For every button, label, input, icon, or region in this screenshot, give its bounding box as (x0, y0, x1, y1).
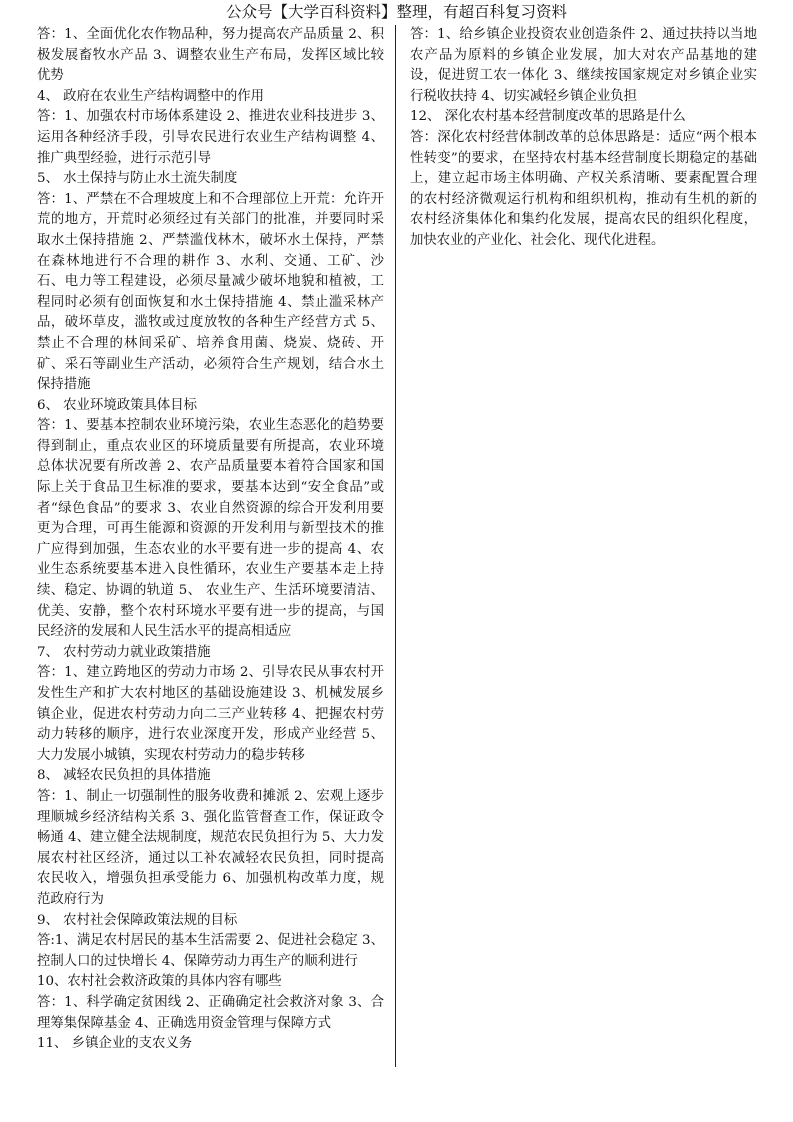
left-column (37, 25, 384, 1055)
question-heading: 9、 农村社会保障政策法规的目标 (37, 912, 238, 928)
answer-text: 答：1、制止一切强制性的服务收费和摊派 2、宏观上逐步理顺城乡经济结构关系 3、强化监管督查工作，保证政令畅通 4、建立健全法规制度，规范农民负担行为 5、大力发展农村社区经济，通过以工补农减轻农民负担，同时提高农民收入，增强负担承受能力 6、加强机构改革力度，规范政府行为 (37, 788, 384, 907)
answer-text: 答：1、全面优化农作物品种，努力提高农产品质量 2、积极发展畜牧水产品 3、调整农业生产布局，发挥区域比较优势 (37, 27, 384, 84)
answer-text: 答：深化农村经营体制改革的总体思路是：适应“两个根本性转变”的要求，在坚持农村基本经营制度长期稳定的基础上，建立起市场主体明确、产权关系清晰、要素配置合理的农村经济微观运行机构和组织机构，推动有生机的新的农村经济集体化和集约化发展，提高农民的组织化程度，加快农业的产业化、社会化、现代化进程。 (410, 129, 757, 248)
question-heading: 4、 政府在农业生产结构调整中的作用 (37, 88, 265, 104)
qa-section-4 (37, 87, 384, 169)
answer-text: 答：1、给乡镇企业投资农业创造条件 2、通过扶持以当地农产品为原料的乡镇企业发展，加大对农产品基地的建设，促进贸工农一体化 3、继续按国家规定对乡镇企业实行税收扶持 4、切实减轻乡镇企业负担 (410, 27, 757, 104)
answer-text: 答：1、科学确定贫困线 2、正确确定社会救济对象 3、合理筹集保障基金 4、正确选用资金管理与保障方式 (37, 994, 384, 1031)
question-heading: 5、 水土保持与防止水土流失制度 (37, 171, 238, 187)
qa-section-11 (37, 1034, 384, 1055)
answer-text: 答：1、严禁在不合理坡度上和不合理部位上开荒：允许开荒的地方，开荒时必须经过有关部门的批准，并要同时采取水土保持措施 2、严禁滥伐林木，破坏水土保持，严禁在森林地进行不合理的耕作 3、水利、交通、工矿、沙石、电力等工程建设，必须尽量减少破坏地貌和植被，工程同时必须有创面恢复和水土保持措施 4、禁止滥采林产品，破坏草皮，滥牧或过度放牧的各种生产经营方式 5、禁止不合理的林间采矿、培养食用菌、烧炭、烧砖、开矿、采石等副业生产活动，必须符合生产规划，结合水土保持措施 (37, 191, 384, 393)
question-heading: 10、农村社会救济政策的具体内容有哪些 (37, 974, 282, 990)
qa-section-12 (410, 107, 757, 251)
right-column (410, 25, 757, 252)
qa-section-9 (37, 911, 384, 973)
qa-section-11-answer (410, 25, 757, 107)
qa-section-6 (37, 396, 384, 643)
question-heading: 11、 乡镇企业的支农义务 (37, 1036, 193, 1052)
question-heading: 12、 深化农村基本经营制度改革的思路是什么 (410, 109, 686, 125)
qa-section-3-answer (37, 25, 384, 87)
answer-text: 答：1、建立跨地区的劳动力市场 2、引导农民从事农村开发性生产和扩大农村地区的基础设施建设 3、机械发展乡镇企业，促进农村劳动力向二三产业转移 4、把握农村劳动力转移的顺序，进行农业深度开发，形成产业经营 5、大力发展小城镇，实现农村劳动力的稳步转移 (37, 665, 384, 763)
answer-text: 答：1、加强农村市场体系建设 2、推进农业科技进步 3、运用各种经济手段，引导农民进行农业生产结构调整 4、推广典型经验，进行示范引导 (37, 109, 384, 166)
answer-text: 答:1、满足农村居民的基本生活需要 2、促进社会稳定 3、控制人口的过快增长 4、保障劳动力再生产的顺利进行 (37, 933, 384, 969)
qa-section-8 (37, 766, 384, 910)
qa-section-5 (37, 169, 384, 396)
qa-section-7 (37, 643, 384, 767)
answer-text: 答：1、要基本控制农业环境污染，农业生态恶化的趋势要得到制止，重点农业区的环境质量要有所提高，农业环境总体状况要有所改善 2、农产品质量要本着符合国家和国际上关于食品卫生标准的要求，要基本达到“安全食品”或者“绿色食品”的要求 3、农业自然资源的综合开发利用要更为合理，可再生能源和资源的开发利用与新型技术的推广应得到加强，生态农业的水平要有进一步的提高 4、农业生态系统要基本进入良性循环，农业生产要基本走上持续、稳定、协调的轨道 5、 农业生产、生活环境要清洁、优美、安静，整个农村环境水平要有进一步的提高，与国民经济的发展和人民生活水平的提高相适应 (37, 418, 384, 640)
question-heading: 7、 农村劳动力就业政策措施 (37, 644, 211, 660)
qa-section-10 (37, 972, 384, 1034)
question-heading: 6、 农业环境政策具体目标 (37, 397, 198, 413)
column-divider (395, 25, 396, 1067)
question-heading: 8、 减轻农民负担的具体措施 (37, 768, 211, 784)
page-header: 公众号【大学百科资料】整理，有超百科复习资料 (225, 3, 567, 21)
